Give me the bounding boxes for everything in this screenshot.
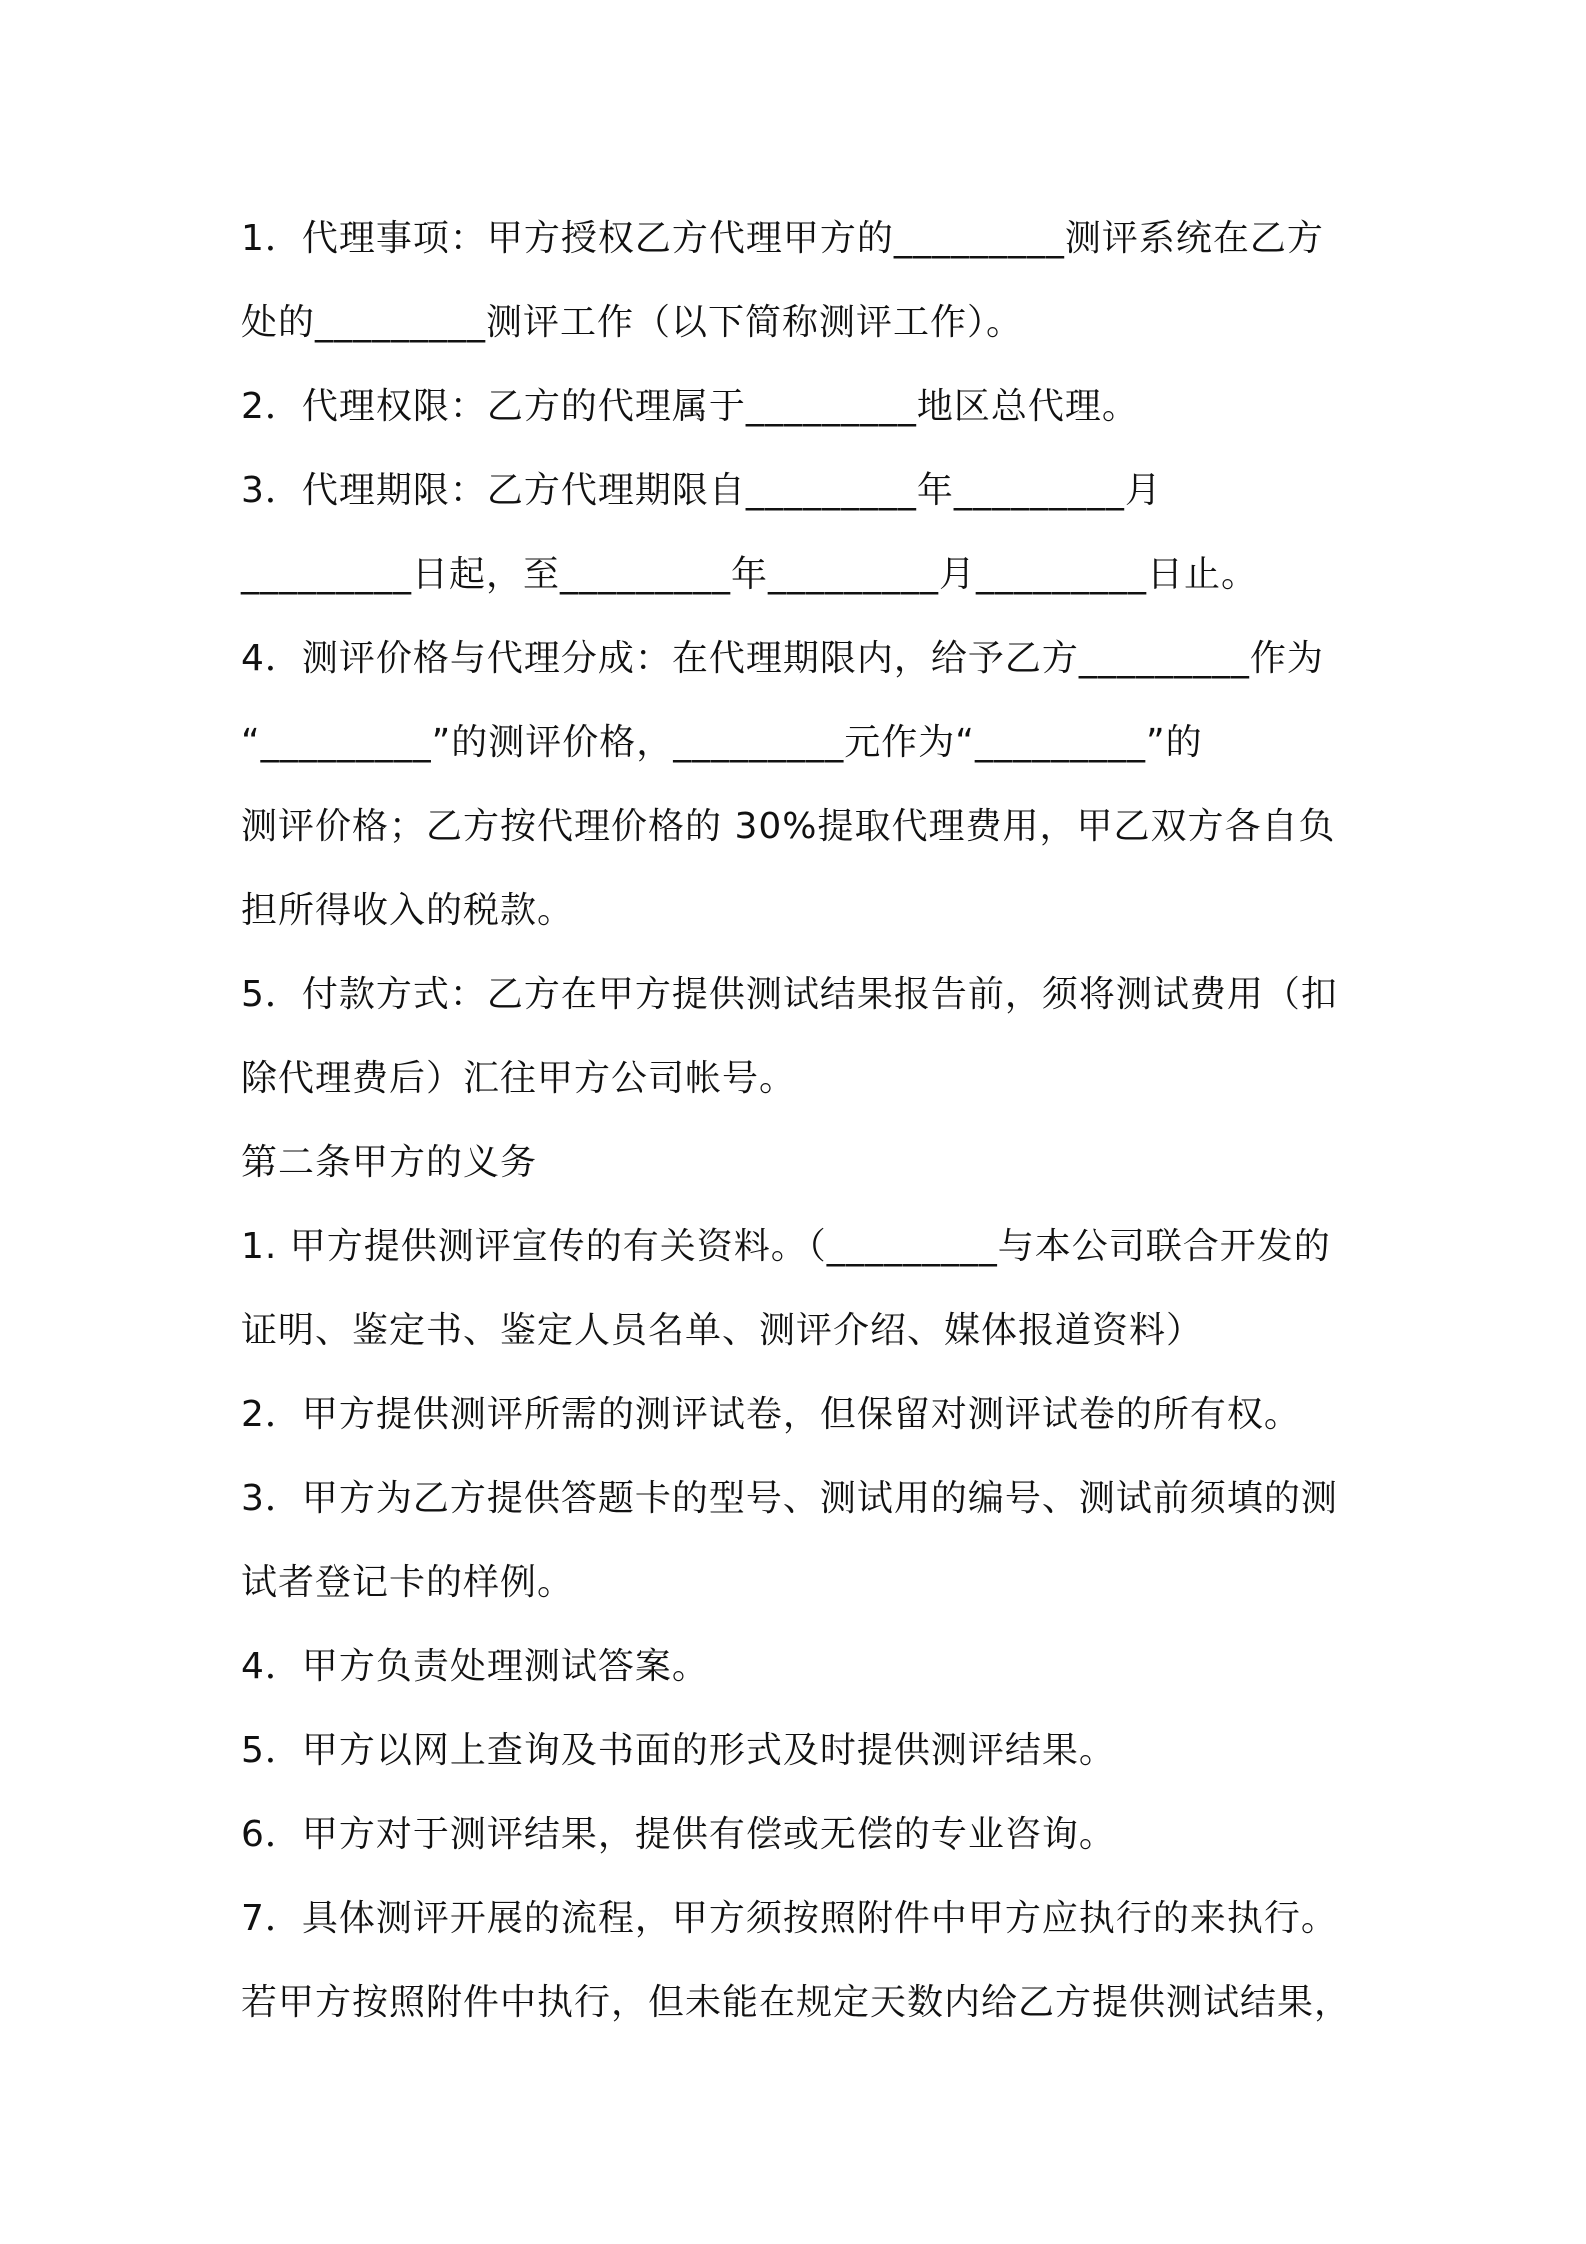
clause-5-payment-line-2: 除代理费后）汇往甲方公司帐号。	[241, 1058, 797, 1099]
obligation-7-line-1: 7．具体测评开展的流程，甲方须按照附件中甲方应执行的来执行。	[241, 1898, 1338, 1939]
obligation-6: 6．甲方对于测评结果，提供有偿或无偿的专业咨询。	[241, 1814, 1116, 1855]
clause-3-agency-term-line-1: 3．代理期限：乙方代理期限自_________年_________月	[241, 470, 1162, 511]
obligation-4: 4．甲方负责处理测试答案。	[241, 1646, 709, 1687]
clause-4-pricing-line-1: 4．测评价格与代理分成：在代理期限内，给予乙方_________作为	[241, 638, 1324, 679]
obligation-1-line-2: 证明、鉴定书、鉴定人员名单、测评介绍、媒体报道资料）	[241, 1310, 1204, 1351]
document-page	[241, 197, 1371, 2045]
section-heading-party-a-obligations: 第二条甲方的义务	[241, 1142, 538, 1183]
obligation-5: 5．甲方以网上查询及书面的形式及时提供测评结果。	[241, 1730, 1116, 1771]
clause-1-agency-matter-line-1: 1．代理事项：甲方授权乙方代理甲方的_________测评系统在乙方	[241, 218, 1324, 259]
obligation-1-line-1: 1. 甲方提供测评宣传的有关资料。（_________与本公司联合开发的	[241, 1226, 1331, 1267]
obligation-3-line-1: 3．甲方为乙方提供答题卡的型号、测试用的编号、测试前须填的测	[241, 1478, 1338, 1519]
obligation-3-line-2: 试者登记卡的样例。	[241, 1562, 575, 1603]
clause-2-agency-authority: 2．代理权限：乙方的代理属于_________地区总代理。	[241, 386, 1139, 427]
obligation-2: 2．甲方提供测评所需的测评试卷，但保留对测评试卷的所有权。	[241, 1394, 1301, 1435]
clause-4-pricing-line-2: “_________”的测评价格，_________元作为“_________”的	[241, 722, 1203, 763]
clause-5-payment-line-1: 5．付款方式：乙方在甲方提供测试结果报告前，须将测试费用（扣	[241, 974, 1338, 1015]
obligation-7-line-2: 若甲方按照附件中执行，但未能在规定天数内给乙方提供测试结果，	[241, 1982, 1352, 2023]
clause-4-pricing-line-3: 测评价格；乙方按代理价格的 30%提取代理费用，甲乙双方各自负	[241, 806, 1336, 847]
clause-1-agency-matter-line-2: 处的_________测评工作（以下简称测评工作）。	[241, 302, 1024, 343]
clause-4-pricing-line-4: 担所得收入的税款。	[241, 890, 575, 931]
clause-3-agency-term-line-2: _________日起，至_________年_________月_________日止。	[241, 554, 1259, 595]
